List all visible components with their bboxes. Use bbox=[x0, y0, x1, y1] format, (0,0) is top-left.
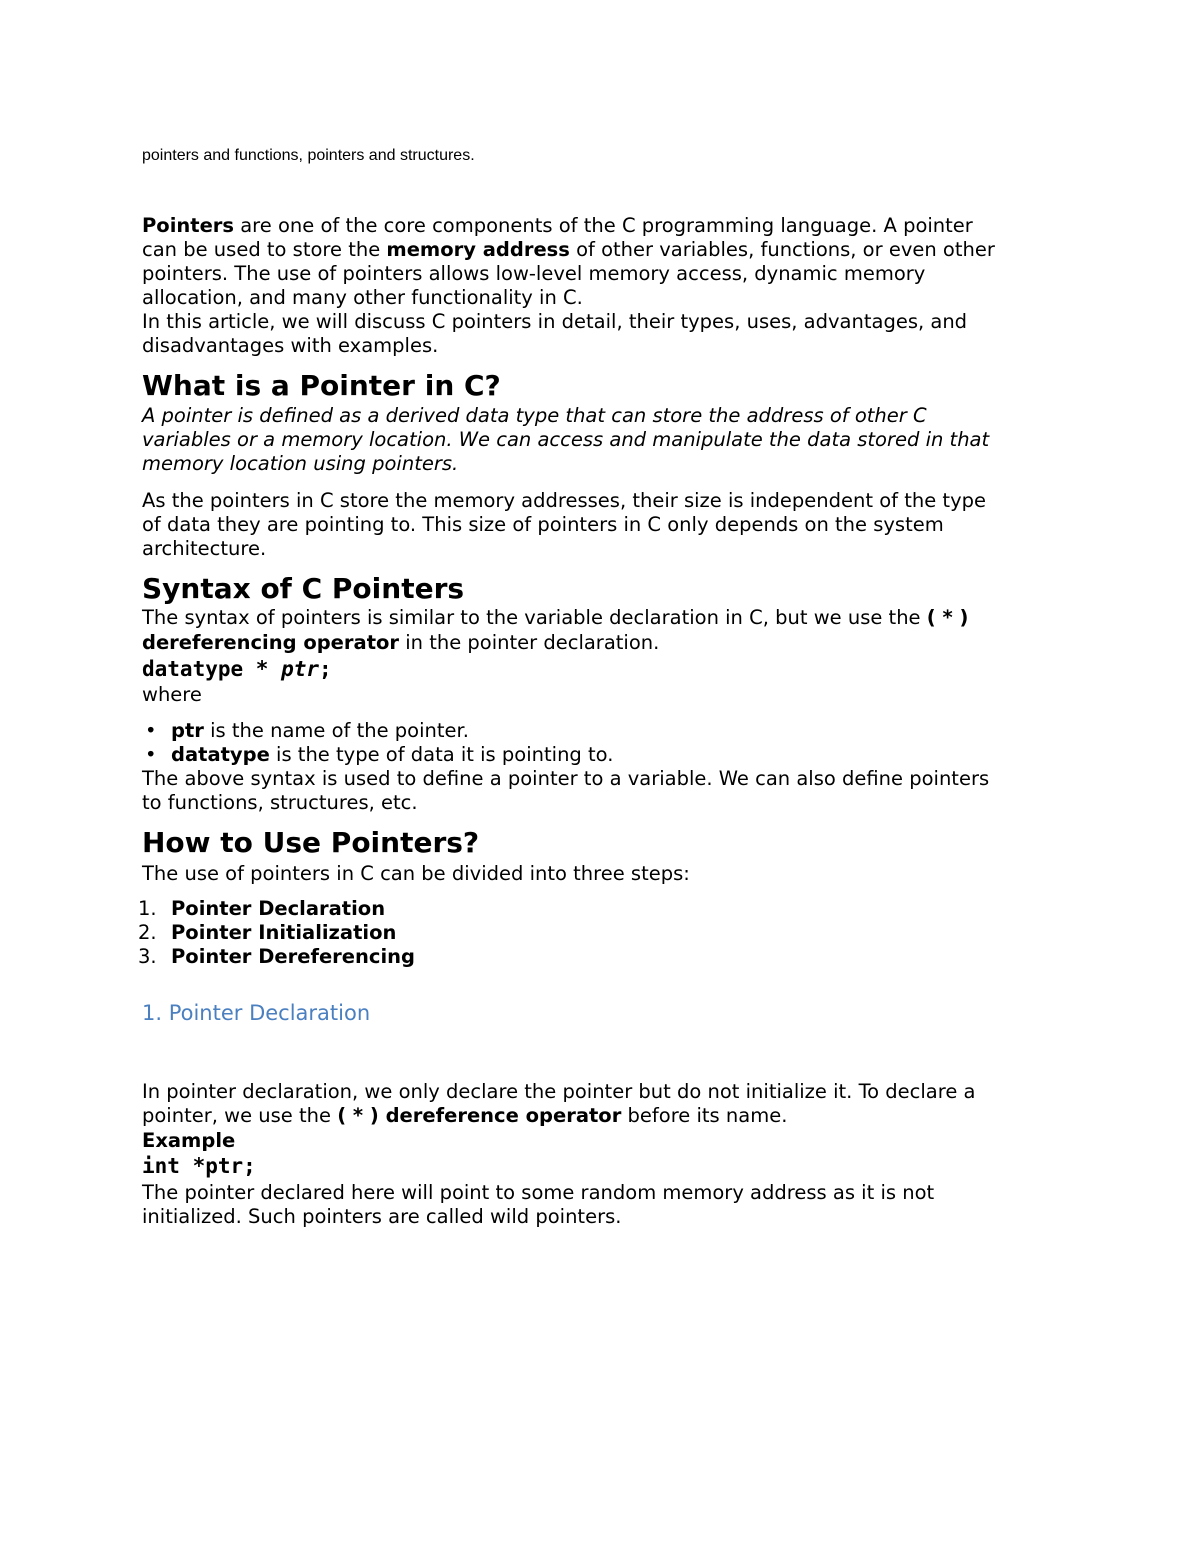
heading-pointer-declaration: 1. Pointer Declaration bbox=[142, 1001, 371, 1025]
example-label: Example bbox=[142, 1129, 236, 1152]
size-line-1: As the pointers in C store the memory addresses, their size is independent of the type bbox=[142, 489, 986, 512]
intro-text: are one of the core components of the C programming language. A pointer bbox=[234, 214, 973, 237]
bullet-dot: • bbox=[145, 743, 157, 766]
intro-line-6: disadvantages with examples. bbox=[142, 334, 439, 357]
step-number: 2. bbox=[138, 921, 157, 944]
bullet-text: is the type of data it is pointing to. bbox=[269, 743, 614, 766]
intro-text: can be used to store the bbox=[142, 238, 387, 261]
bullet-ptr bbox=[171, 719, 469, 743]
code-ptr: ptr bbox=[281, 657, 320, 681]
decl-line-1: In pointer declaration, we only declare the pointer but do not initialize it. To declare a bbox=[142, 1080, 976, 1103]
intro-line-3: pointers. The use of pointers allows low-level memory access, dynamic memory bbox=[142, 262, 926, 285]
definition-line-2: variables or a memory location. We can access and manipulate the data stored in that bbox=[142, 428, 990, 451]
decl-text: before its name. bbox=[621, 1104, 788, 1127]
decl-text: pointer, we use the bbox=[142, 1104, 338, 1127]
heading-how-to-use: How to Use Pointers? bbox=[142, 826, 480, 859]
syntax-text: in the pointer declaration. bbox=[399, 631, 660, 654]
decl-after-line-2: initialized. Such pointers are called wild pointers. bbox=[142, 1205, 622, 1228]
syntax-where: where bbox=[142, 683, 202, 706]
size-line-2: of data they are pointing to. This size of pointers in C only depends on the system bbox=[142, 513, 944, 536]
intro-text: of other variables, functions, or even other bbox=[569, 238, 995, 261]
howto-intro: The use of pointers in C can be divided into three steps: bbox=[142, 862, 690, 885]
bullet-term: datatype bbox=[171, 743, 270, 766]
code-datatype: datatype * bbox=[142, 657, 282, 681]
heading-syntax: Syntax of C Pointers bbox=[142, 572, 465, 605]
intro-line-4: allocation, and many other functionality in C. bbox=[142, 286, 583, 309]
intro-line-5: In this article, we will discuss C pointers in detail, their types, uses, advantages, and bbox=[142, 310, 968, 333]
size-line-3: architecture. bbox=[142, 537, 267, 560]
term-star-operator: ( * ) bbox=[926, 606, 969, 629]
definition-line-1: A pointer is defined as a derived data type that can store the address of other C bbox=[142, 404, 927, 427]
step-pointer-dereferencing: Pointer Dereferencing bbox=[171, 945, 415, 968]
definition-line-3: memory location using pointers. bbox=[142, 452, 459, 475]
bullet-datatype bbox=[171, 743, 613, 767]
syntax-code bbox=[142, 656, 332, 682]
syntax-line-1 bbox=[142, 606, 968, 630]
header-note: pointers and functions, pointers and structures. bbox=[142, 147, 475, 164]
intro-line-2 bbox=[142, 238, 995, 262]
code-semicolon: ; bbox=[319, 657, 332, 681]
bullet-dot: • bbox=[145, 719, 157, 742]
term-memory-address: memory address bbox=[386, 238, 570, 261]
decl-line-2 bbox=[142, 1104, 787, 1128]
syntax-after-line-1: The above syntax is used to define a pointer to a variable. We can also define pointers bbox=[142, 767, 990, 790]
term-pointers: Pointers bbox=[142, 214, 235, 237]
heading-what-is-pointer: What is a Pointer in C? bbox=[142, 369, 501, 402]
decl-after-line-1: The pointer declared here will point to some random memory address as it is not bbox=[142, 1181, 935, 1204]
syntax-after-line-2: to functions, structures, etc. bbox=[142, 791, 418, 814]
step-pointer-declaration: Pointer Declaration bbox=[171, 897, 386, 920]
step-number: 1. bbox=[138, 897, 157, 920]
term-dereferencing-operator: dereferencing operator bbox=[142, 631, 400, 654]
bullet-text: is the name of the pointer. bbox=[203, 719, 469, 742]
term-dereference-operator: ( * ) dereference operator bbox=[337, 1104, 622, 1127]
example-code: int *ptr; bbox=[142, 1154, 256, 1178]
intro-line-1 bbox=[142, 214, 973, 238]
step-pointer-initialization: Pointer Initialization bbox=[171, 921, 397, 944]
syntax-text: The syntax of pointers is similar to the variable declaration in C, but we use the bbox=[142, 606, 927, 629]
bullet-term: ptr bbox=[171, 719, 204, 742]
step-number: 3. bbox=[138, 945, 157, 968]
syntax-line-2 bbox=[142, 631, 659, 655]
